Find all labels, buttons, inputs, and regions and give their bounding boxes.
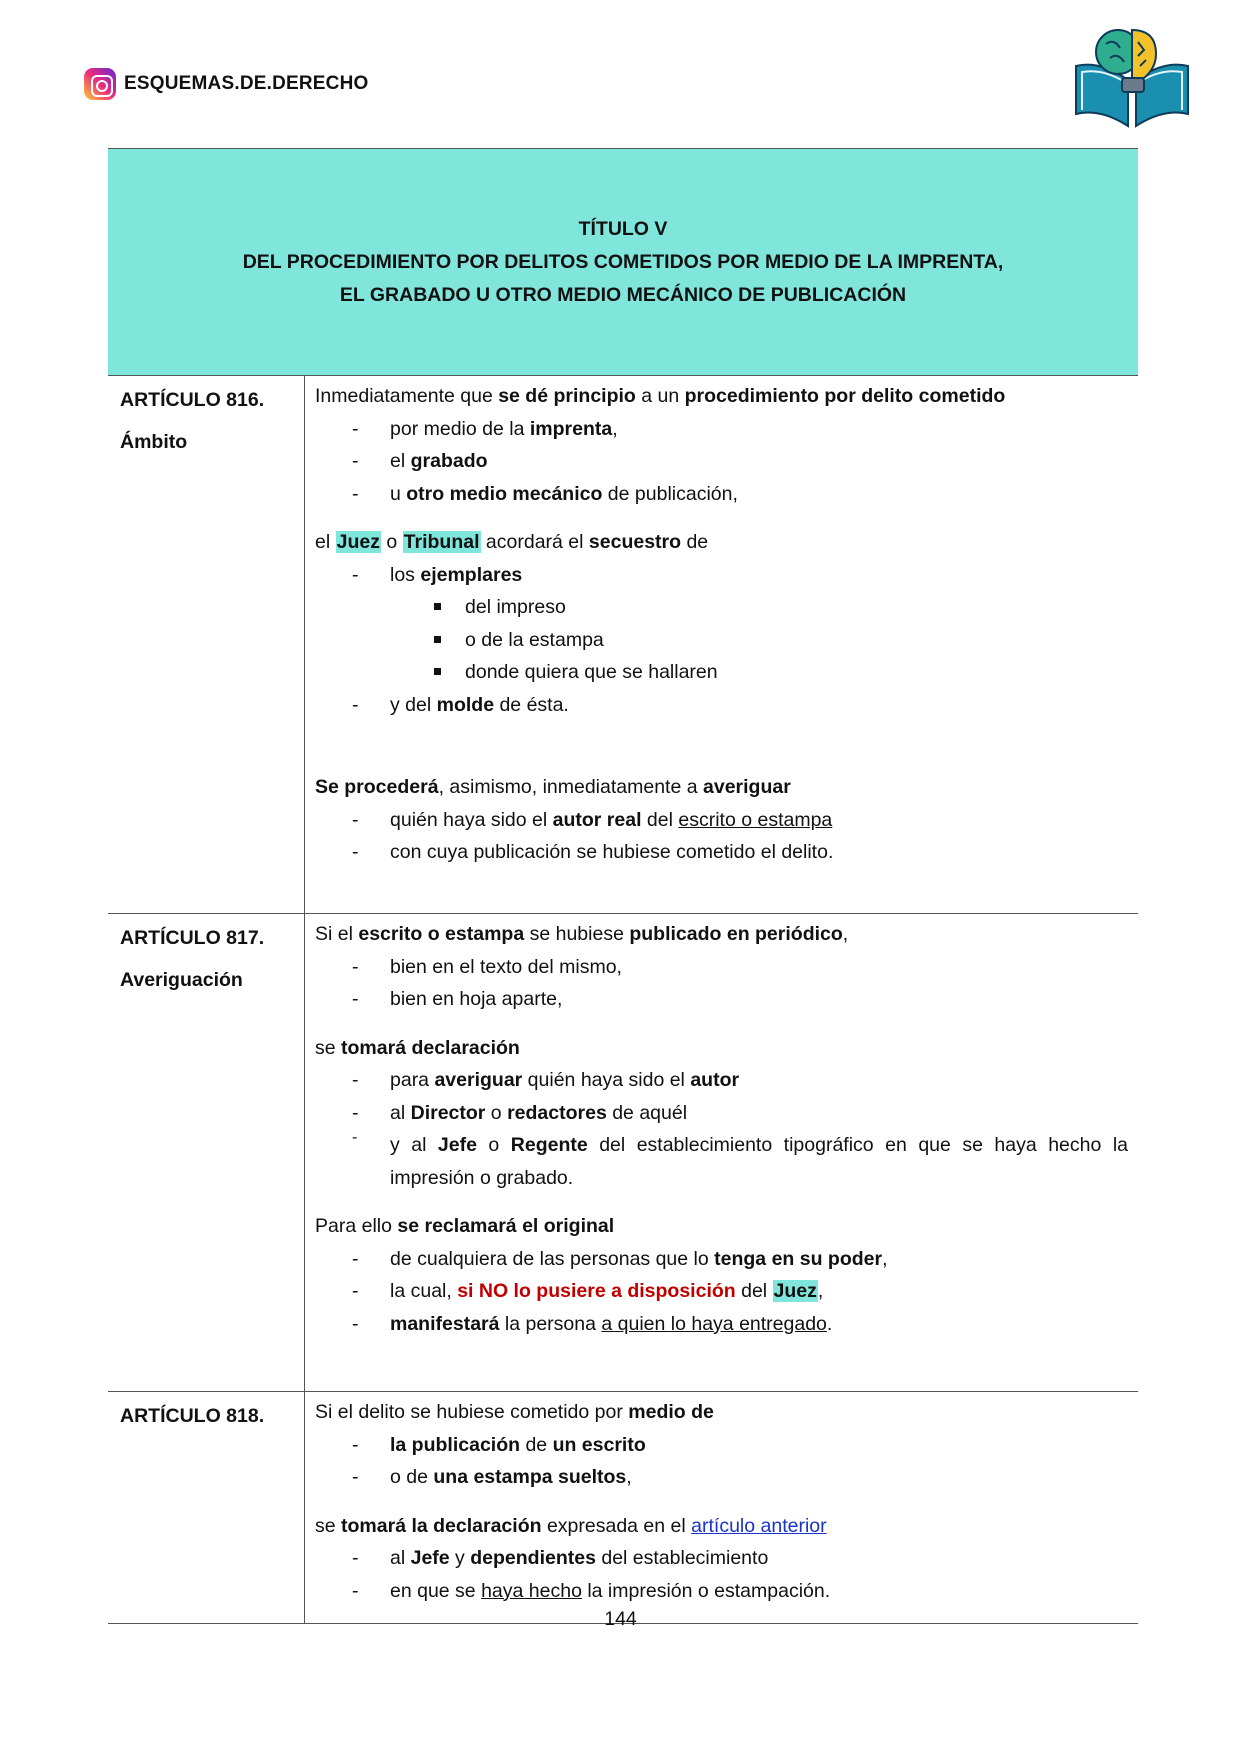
list-item: - o de una estampa sueltos,	[315, 1461, 1128, 1494]
article-number: ARTÍCULO 817.	[120, 927, 265, 949]
article-816-row	[108, 376, 1138, 914]
paragraph: Si el delito se hubiese cometido por medio de	[315, 1401, 714, 1423]
article-818-row	[108, 1392, 1138, 1624]
paragraph: se tomará la declaración expresada en el artículo anterior	[315, 1514, 827, 1537]
list-item: - la cual, si NO lo pusiere a disposición del Juez,	[315, 1275, 1128, 1308]
instagram-icon	[84, 68, 116, 100]
article-number: ARTÍCULO 816.	[120, 389, 265, 411]
sub-list-item: o de la estampa	[315, 624, 1128, 657]
brand	[84, 68, 369, 100]
list-item: - bien en hoja aparte,	[315, 983, 1128, 1016]
list-item: - y al Jefe o Regente del establecimiento tipográfico en que se haya hecho la impresión o grabado.	[315, 1129, 1128, 1194]
brand-name: ESQUEMAS.DE.DERECHO	[124, 73, 369, 94]
article-title: Averiguación	[120, 969, 243, 991]
article-label	[108, 376, 305, 913]
paragraph: Si el escrito o estampa se hubiese publicado en periódico,	[315, 923, 849, 945]
paragraph: Se procederá, asimismo, inmediatamente a averiguar	[315, 776, 791, 798]
paragraph: Inmediatamente que se dé principio a un procedimiento por delito cometido	[315, 385, 1006, 407]
article-label	[108, 1392, 305, 1623]
list-item: - con cuya publicación se hubiese cometido el delito.	[315, 836, 1128, 869]
article-title: Ámbito	[120, 431, 188, 453]
page-number: 144	[604, 1608, 637, 1630]
list-item: - por medio de la imprenta,	[315, 413, 1128, 446]
article-body	[305, 376, 1138, 913]
brain-lightbulb-book-icon	[1070, 22, 1194, 128]
title-line-3: EL GRABADO U OTRO MEDIO MECÁNICO DE PUBLICACIÓN	[339, 283, 907, 306]
sub-list-item: del impreso	[315, 591, 1128, 624]
list-item: - u otro medio mecánico de publicación,	[315, 478, 1128, 511]
paragraph: se tomará declaración	[315, 1036, 520, 1059]
list-item: - en que se haya hecho la impresión o estampación.	[315, 1575, 1128, 1608]
list-item: - al Jefe y dependientes del establecimiento	[315, 1542, 1128, 1575]
list-item: - el grabado	[315, 445, 1128, 478]
title-box	[108, 148, 1138, 376]
list-item: - la publicación de un escrito	[315, 1429, 1128, 1462]
list-item: - bien en el texto del mismo,	[315, 951, 1128, 984]
paragraph: el Juez o Tribunal acordará el secuestro de	[315, 531, 709, 553]
paragraph: Para ello se reclamará el original	[315, 1215, 615, 1237]
list-item: - para averiguar quién haya sido el autor	[315, 1064, 1128, 1097]
title-line-2: DEL PROCEDIMIENTO POR DELITOS COMETIDOS POR MEDIO DE LA IMPRENTA,	[242, 250, 1004, 273]
article-number: ARTÍCULO 818.	[120, 1405, 265, 1427]
list-item: - quién haya sido el autor real del escrito o estampa	[315, 804, 1128, 837]
list-item: - los ejemplares	[315, 559, 1128, 592]
article-reference-link[interactable]: artículo anterior	[691, 1514, 827, 1537]
article-label	[108, 914, 305, 1391]
article-817-row	[108, 914, 1138, 1392]
article-body	[305, 1392, 1138, 1623]
list-item: - al Director o redactores de aquél	[315, 1097, 1128, 1130]
title-line-1: TÍTULO V	[578, 217, 668, 240]
article-body	[305, 914, 1138, 1391]
list-item: - de cualquiera de las personas que lo tenga en su poder,	[315, 1243, 1128, 1276]
list-item: - y del molde de ésta.	[315, 689, 1128, 722]
sub-list-item: donde quiera que se hallaren	[315, 656, 1128, 689]
list-item: - manifestará la persona a quien lo haya entregado.	[315, 1308, 1128, 1341]
